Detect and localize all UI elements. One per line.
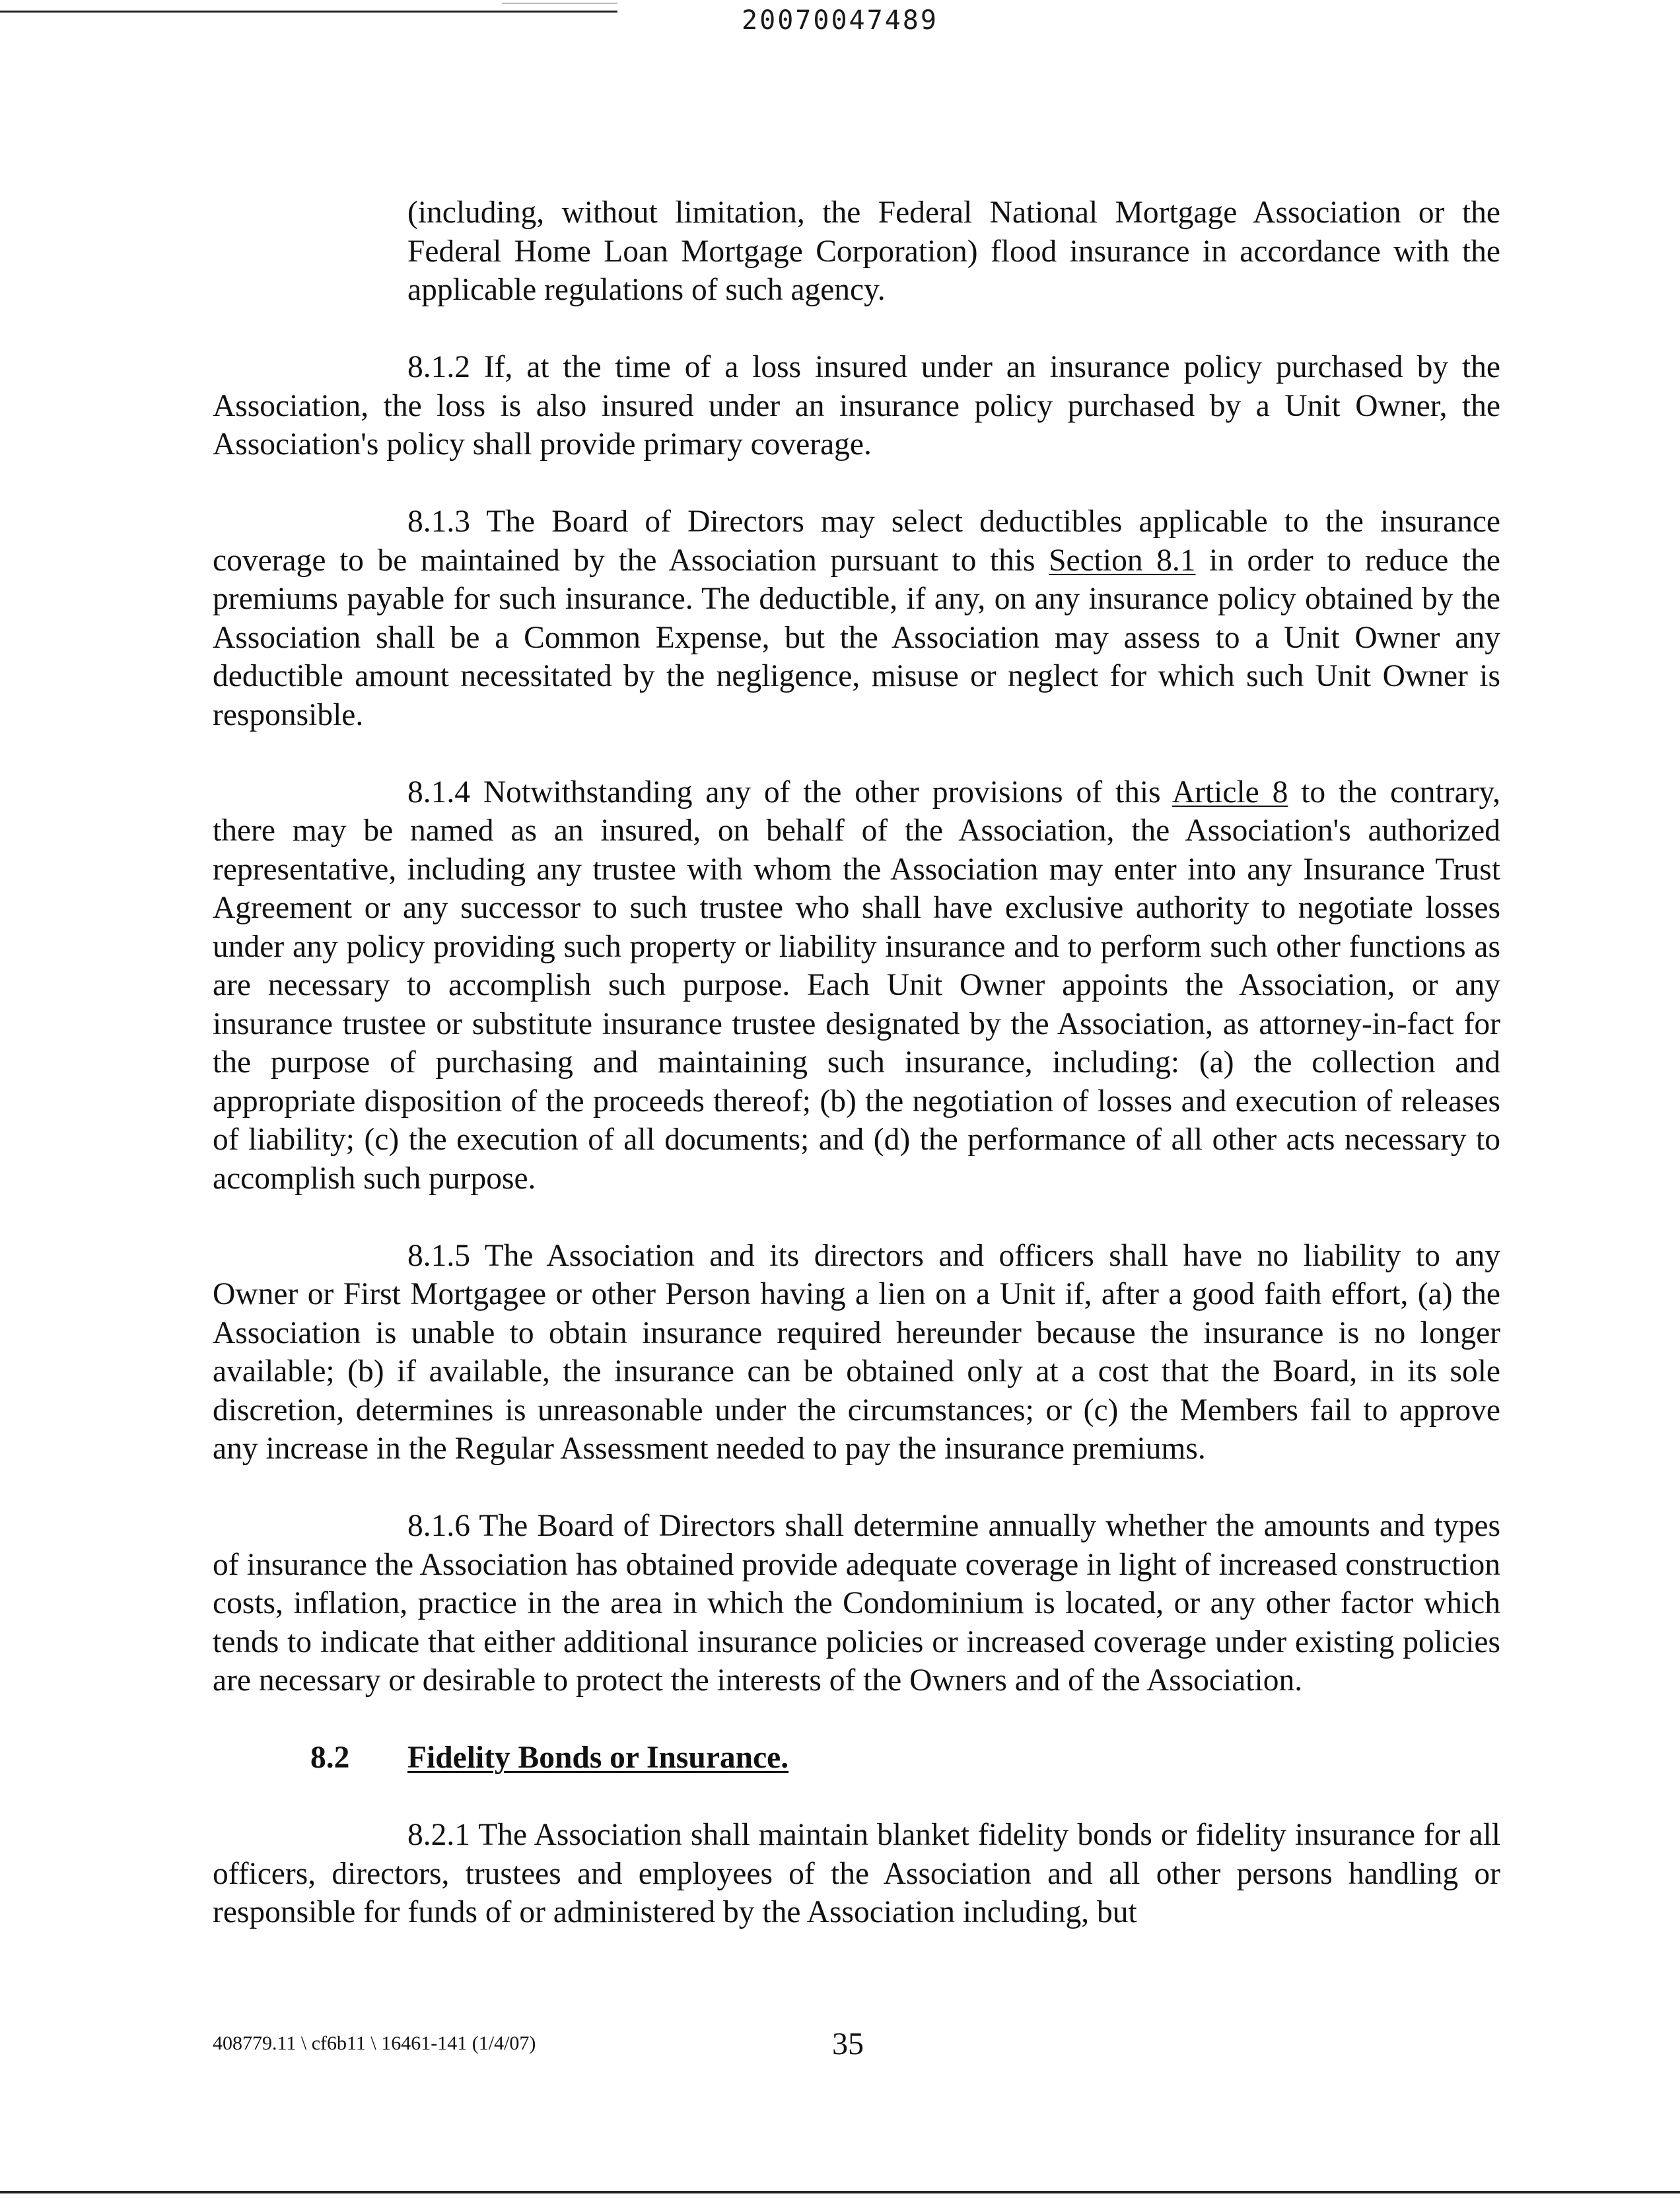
paragraph-8-1-4: [213, 773, 1500, 1198]
paragraph-8-1-6: [213, 1507, 1500, 1700]
paragraph-8-2-1: [213, 1816, 1500, 1932]
section-heading-8-2: [213, 1739, 1500, 1777]
section-heading-number: 8.2: [310, 1741, 350, 1775]
paragraph-8-1-2-text: 8.1.2 If, at the time of a loss insured under an insurance policy purchased by the Association, the loss is also insured under an insurance policy purchased by a Unit Owner, the Association's policy shall provide primary coverage.: [213, 350, 1500, 462]
footer-document-id: 408779.11 \ cf6b11 \ 16461-141 (1/4/07): [213, 2032, 536, 2054]
paragraph-8-1-2: [213, 348, 1500, 464]
paragraph-8-1-3-text-a: 8.1.3 The Board of Directors may select deductibles applicable to the insurance coverage to be maintained by the Association pursuant to this: [213, 504, 1500, 578]
paragraph-continuation: (including, without limitation, the Federal National Mortgage Association or the Federal Home Loan Mortgage Corporation) flood insurance in accordance with the applicable regulations of such agency.: [407, 195, 1500, 307]
article-8-reference: Article 8: [1172, 775, 1288, 810]
top-scan-line-faint: [502, 3, 617, 4]
page-number: 35: [832, 2026, 864, 2061]
paragraph-8-1-4-text-a: 8.1.4 Notwithstanding any of the other provisions of this: [407, 775, 1172, 810]
paragraph-8-1-4-text-b: to the contrary, there may be named as an insured, on behalf of the Association, the Association's authorized representative, including any trustee with whom the Association may enter into any Insurance Trust Agreement or any successor to such trustee who shall have exclusive authority to negotiate losses under any policy providing such property or liability insurance and to perform such other functions as are necessary to accomplish such purpose. Each Unit Owner appoints the Association, or any insurance trustee or substitute insurance trustee designated by the Association, as attorney-in-fact for the purpose of purchasing and maintaining such insurance, including: (a) the collection and appropriate disposition of the proceeds thereof; (b) the negotiation of losses and execution of releases of liability; (c) the execution of all documents; and (d) the performance of all other acts necessary to accomplish such purpose.: [213, 775, 1501, 1196]
bottom-scan-line: [0, 2191, 1680, 2193]
paragraph-8-1-3: [213, 502, 1500, 734]
document-body: [213, 193, 1500, 1970]
section-heading-title: Fidelity Bonds or Insurance.: [407, 1741, 789, 1775]
paragraph-8-1-6-text: 8.1.6 The Board of Directors shall determine annually whether the amounts and types of insurance the Association has obtained provide adequate coverage in light of increased construction costs, inflation, practice in the area in which the Condominium is located, or any other factor which tends to indicate that either additional insurance policies or increased coverage under existing policies are necessary or desirable to protect the interests of the Owners and of the Association.: [213, 1509, 1500, 1698]
paragraph-8-1-5: [213, 1237, 1500, 1468]
paragraph-8-1-3-text-b: in order to reduce the premiums payable for such insurance. The deductible, if any, on any insurance policy obtained by the Association shall be a Common Expense, but the Association may assess to a Unit Owner any deductible amount necessitated by the negligence, misuse or neglect for which such Unit Owner is responsible.: [213, 543, 1500, 732]
section-8-1-reference: Section 8.1: [1049, 543, 1196, 578]
document-number: 20070047489: [742, 5, 938, 36]
paragraph-8-1-5-text: 8.1.5 The Association and its directors and officers shall have no liability to any Owner or First Mortgagee or other Person having a lien on a Unit if, after a good faith effort, (a) the Association is unable to obtain insurance required hereunder because the insurance is no longer available; (b) if available, the insurance can be obtained only at a cost that the Board, in its sole discretion, determines is unreasonable under the circumstances; or (c) the Members fail to approve any increase in the Regular Assessment needed to pay the insurance premiums.: [213, 1238, 1500, 1466]
paragraph-8-2-1-text: 8.2.1 The Association shall maintain blanket fidelity bonds or fidelity insurance for all officers, directors, trustees and employees of the Association and all other persons handling or responsible for funds of or administered by the Association including, but: [213, 1818, 1500, 1929]
